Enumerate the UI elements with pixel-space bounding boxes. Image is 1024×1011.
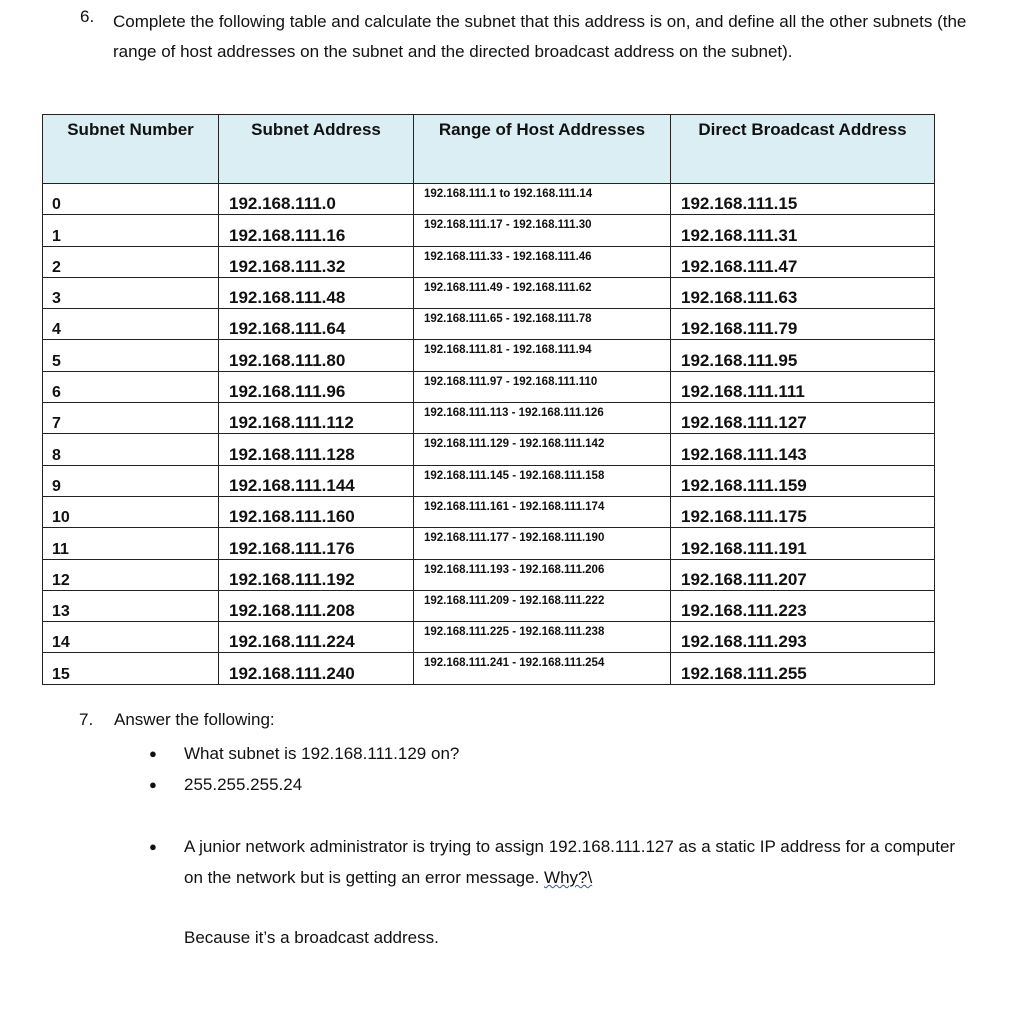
bullet-icon: ● xyxy=(149,746,157,761)
subnet-number-cell: 15 xyxy=(43,653,219,684)
subnet-address-cell: 192.168.111.176 xyxy=(219,528,414,559)
table-row xyxy=(43,403,935,434)
subnet-table xyxy=(42,114,935,685)
host-range-cell: 192.168.111.241 - 192.168.111.254 xyxy=(414,653,671,684)
table-row xyxy=(43,215,935,246)
host-range-cell: 192.168.111.161 - 192.168.111.174 xyxy=(414,496,671,527)
subnet-address-cell: 192.168.111.112 xyxy=(219,403,414,434)
question-6-number: 6. xyxy=(80,7,95,26)
broadcast-address-cell: 192.168.111.127 xyxy=(671,403,935,434)
broadcast-address-cell: 192.168.111.223 xyxy=(671,590,935,621)
host-range-cell: 192.168.111.113 - 192.168.111.126 xyxy=(414,403,671,434)
subnet-address-cell: 192.168.111.224 xyxy=(219,622,414,653)
bullet-3-text xyxy=(184,831,974,893)
subnet-address-cell: 192.168.111.32 xyxy=(219,246,414,277)
broadcast-address-cell: 192.168.111.15 xyxy=(671,184,935,215)
subnet-address-cell: 192.168.111.96 xyxy=(219,371,414,402)
subnet-address-cell: 192.168.111.48 xyxy=(219,277,414,308)
host-range-cell: 192.168.111.1 to 192.168.111.14 xyxy=(414,184,671,215)
table-row xyxy=(43,528,935,559)
subnet-number-cell: 12 xyxy=(43,559,219,590)
host-range-cell: 192.168.111.97 - 192.168.111.110 xyxy=(414,371,671,402)
table-header-row xyxy=(43,115,935,184)
bullet-1-text: What subnet is 192.168.111.129 on? xyxy=(184,744,460,763)
question-7-text: Answer the following: xyxy=(114,710,275,729)
host-range-cell: 192.168.111.17 - 192.168.111.30 xyxy=(414,215,671,246)
broadcast-address-cell: 192.168.111.47 xyxy=(671,246,935,277)
subnet-number-cell: 6 xyxy=(43,371,219,402)
subnet-address-cell: 192.168.111.16 xyxy=(219,215,414,246)
table-row xyxy=(43,184,935,215)
subnet-number-cell: 13 xyxy=(43,590,219,621)
broadcast-address-cell: 192.168.111.31 xyxy=(671,215,935,246)
table-row xyxy=(43,371,935,402)
broadcast-address-cell: 192.168.111.191 xyxy=(671,528,935,559)
subnet-number-cell: 4 xyxy=(43,309,219,340)
host-range-cell: 192.168.111.193 - 192.168.111.206 xyxy=(414,559,671,590)
bullet-3-why: Why?\ xyxy=(544,868,593,887)
broadcast-address-cell: 192.168.111.207 xyxy=(671,559,935,590)
host-range-cell: 192.168.111.33 - 192.168.111.46 xyxy=(414,246,671,277)
table-row xyxy=(43,622,935,653)
table-row xyxy=(43,465,935,496)
subnet-address-cell: 192.168.111.240 xyxy=(219,653,414,684)
table-row xyxy=(43,496,935,527)
host-range-cell: 192.168.111.225 - 192.168.111.238 xyxy=(414,622,671,653)
host-range-cell: 192.168.111.65 - 192.168.111.78 xyxy=(414,309,671,340)
table-row xyxy=(43,590,935,621)
broadcast-address-cell: 192.168.111.95 xyxy=(671,340,935,371)
subnet-number-cell: 8 xyxy=(43,434,219,465)
header-subnet-address: Subnet Address xyxy=(219,115,414,184)
subnet-address-cell: 192.168.111.80 xyxy=(219,340,414,371)
header-host-range: Range of Host Addresses xyxy=(414,115,671,184)
host-range-cell: 192.168.111.209 - 192.168.111.222 xyxy=(414,590,671,621)
bullet-2-text: 255.255.255.24 xyxy=(184,775,303,794)
bullet-icon: ● xyxy=(149,777,157,792)
subnet-number-cell: 7 xyxy=(43,403,219,434)
host-range-cell: 192.168.111.177 - 192.168.111.190 xyxy=(414,528,671,559)
table-row xyxy=(43,653,935,684)
broadcast-address-cell: 192.168.111.63 xyxy=(671,277,935,308)
question-7-number: 7. xyxy=(79,710,94,729)
subnet-number-cell: 11 xyxy=(43,528,219,559)
table-row xyxy=(43,246,935,277)
table-row xyxy=(43,309,935,340)
bullet-3-question: A junior network administrator is trying to assign 192.168.111.127 as a static IP address for a computer on the network but is getting an error message. xyxy=(184,837,956,887)
subnet-number-cell: 14 xyxy=(43,622,219,653)
question-6-text: Complete the following table and calculate the subnet that this address is on, and define all the other subnets (the range of host addresses on the subnet and the directed broadcast address on the subnet). xyxy=(113,12,967,61)
broadcast-address-cell: 192.168.111.159 xyxy=(671,465,935,496)
table-row xyxy=(43,559,935,590)
subnet-number-cell: 5 xyxy=(43,340,219,371)
subnet-address-cell: 192.168.111.144 xyxy=(219,465,414,496)
broadcast-address-cell: 192.168.111.143 xyxy=(671,434,935,465)
table-row xyxy=(43,434,935,465)
header-subnet-number: Subnet Number xyxy=(43,115,219,184)
subnet-number-cell: 9 xyxy=(43,465,219,496)
table-row xyxy=(43,340,935,371)
answer-text: Because it’s a broadcast address. xyxy=(184,928,439,947)
subnet-number-cell: 3 xyxy=(43,277,219,308)
broadcast-address-cell: 192.168.111.79 xyxy=(671,309,935,340)
header-broadcast-address: Direct Broadcast Address xyxy=(671,115,935,184)
host-range-cell: 192.168.111.145 - 192.168.111.158 xyxy=(414,465,671,496)
broadcast-address-cell: 192.168.111.255 xyxy=(671,653,935,684)
broadcast-address-cell: 192.168.111.175 xyxy=(671,496,935,527)
subnet-number-cell: 1 xyxy=(43,215,219,246)
subnet-address-cell: 192.168.111.192 xyxy=(219,559,414,590)
subnet-address-cell: 192.168.111.208 xyxy=(219,590,414,621)
subnet-address-cell: 192.168.111.160 xyxy=(219,496,414,527)
broadcast-address-cell: 192.168.111.111 xyxy=(671,371,935,402)
broadcast-address-cell: 192.168.111.293 xyxy=(671,622,935,653)
host-range-cell: 192.168.111.81 - 192.168.111.94 xyxy=(414,340,671,371)
subnet-number-cell: 2 xyxy=(43,246,219,277)
subnet-address-cell: 192.168.111.128 xyxy=(219,434,414,465)
table-body xyxy=(43,184,935,685)
subnet-number-cell: 0 xyxy=(43,184,219,215)
subnet-address-cell: 192.168.111.0 xyxy=(219,184,414,215)
table-row xyxy=(43,277,935,308)
host-range-cell: 192.168.111.129 - 192.168.111.142 xyxy=(414,434,671,465)
subnet-address-cell: 192.168.111.64 xyxy=(219,309,414,340)
bullet-icon: ● xyxy=(149,839,157,854)
subnet-number-cell: 10 xyxy=(43,496,219,527)
host-range-cell: 192.168.111.49 - 192.168.111.62 xyxy=(414,277,671,308)
